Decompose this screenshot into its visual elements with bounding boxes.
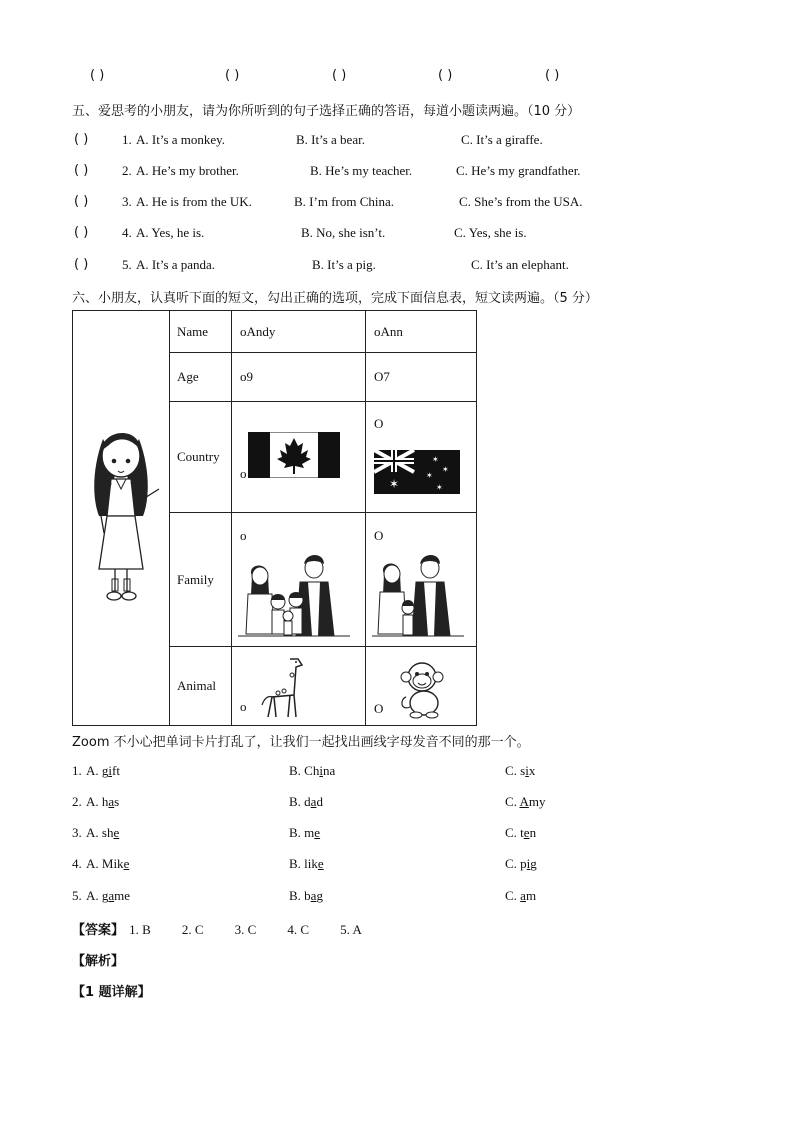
item-number: 1. (72, 763, 82, 778)
option-b: B. It’s a bear. (296, 132, 365, 147)
animal-option-monkey[interactable] (366, 646, 477, 725)
svg-text:✶: ✶ (389, 477, 400, 492)
option-c: C. It’s an elephant. (471, 257, 569, 272)
option-b: B. It’s a pig. (312, 257, 376, 272)
detail-label: 【1 题详解】 (72, 985, 151, 1000)
answer-bracket: ( ) (225, 68, 240, 83)
answer-bracket: ( ) (545, 68, 560, 83)
country-option-canada[interactable] (232, 402, 366, 513)
question-bracket: ( ) (74, 194, 89, 209)
option-b: B. No, she isn’t. (301, 225, 386, 240)
analysis-label: 【解析】 (72, 954, 125, 969)
question-bracket: ( ) (74, 257, 89, 272)
question-number: 4. (122, 225, 132, 240)
country-option-australia[interactable] (366, 402, 477, 513)
giraffe-image (254, 655, 316, 719)
section-six-title: 六、小朋友，认真听下面的短文，勾出正确的选项，完成下面信息表，短文读两遍。（5 分） (72, 291, 598, 306)
option-a: A. He is from the UK. (136, 194, 252, 209)
option-c: C. She’s from the USA. (459, 194, 583, 209)
family-of-four-image (372, 554, 464, 638)
question-bracket: ( ) (74, 225, 89, 240)
word-option-c: C. ten (505, 825, 537, 840)
answer-value: 3. C (234, 922, 257, 937)
svg-text:✶: ✶ (432, 455, 439, 465)
question-bracket: ( ) (74, 163, 89, 178)
row-label-name: Name (170, 311, 232, 353)
name-option-ann[interactable]: oAnn (366, 311, 477, 353)
radio-circle: o (240, 466, 247, 482)
word-option-a: A. gift (86, 763, 120, 778)
radio-circle: O (374, 416, 384, 432)
option-a: A. Yes, he is. (136, 225, 205, 240)
family-of-five-image (238, 554, 350, 638)
word-option-b: B. like (289, 856, 324, 871)
word-option-b: B. China (289, 763, 336, 778)
question-number: 2. (122, 163, 132, 178)
section-five-title: 五、爱思考的小朋友，请为你所听到的句子选择正确的答语，每道小题读两遍。（10 分） (72, 104, 581, 119)
option-c: C. Yes, she is. (454, 225, 527, 240)
item-number: 4. (72, 856, 82, 871)
row-label-country: Country (170, 402, 232, 513)
phonics-intro: Zoom 不小心把单词卡片打乱了，让我们一起找出画线字母发音不同的那一个。 (72, 735, 530, 750)
answer-line (72, 919, 362, 938)
word-option-a: A. she (86, 825, 120, 840)
answer-value: 5. A (340, 922, 362, 937)
question-number: 1. (122, 132, 132, 147)
family-option-four[interactable] (366, 513, 477, 646)
name-option-andy[interactable]: oAndy (232, 311, 366, 353)
canada-flag-image (248, 432, 340, 478)
option-b: B. I’m from China. (294, 194, 395, 209)
svg-text:✶: ✶ (442, 465, 449, 475)
answer-bracket: ( ) (90, 68, 105, 83)
word-option-c: C. pig (505, 856, 537, 871)
question-bracket: ( ) (74, 132, 89, 147)
option-a: A. It’s a panda. (136, 257, 216, 272)
word-option-a: A. Mike (86, 856, 130, 871)
radio-circle: O (374, 700, 384, 716)
answer-value: 2. C (181, 922, 204, 937)
australia-flag-image (374, 450, 460, 494)
answer-bracket: ( ) (332, 68, 347, 83)
girl-illustration (73, 311, 169, 721)
row-label-family: Family (170, 513, 232, 646)
option-c: C. He’s my grandfather. (456, 163, 581, 178)
answer-bracket: ( ) (438, 68, 453, 83)
word-option-c: C. six (505, 763, 536, 778)
answer-value: 1. B (129, 922, 151, 937)
word-option-a: A. game (86, 888, 131, 903)
question-number: 3. (122, 194, 132, 209)
age-option-9[interactable]: o9 (232, 353, 366, 402)
svg-text:✶: ✶ (436, 483, 443, 493)
question-number: 5. (122, 257, 132, 272)
word-option-c: C. am (505, 888, 537, 903)
svg-text:✶: ✶ (426, 471, 433, 481)
option-a: A. He’s my brother. (136, 163, 239, 178)
item-number: 3. (72, 825, 82, 840)
word-option-c: C. Amy (505, 794, 546, 809)
answer-value: 4. C (287, 922, 310, 937)
radio-circle: O (374, 527, 384, 543)
radio-circle: o (240, 527, 247, 543)
row-label-age: Age (170, 353, 232, 402)
info-table (72, 310, 477, 726)
age-option-7[interactable]: O7 (366, 353, 477, 402)
word-option-a: A. has (86, 794, 120, 809)
row-label-animal: Animal (170, 646, 232, 725)
girl-illustration-cell (73, 311, 170, 726)
answer-label: 【答案】 (72, 923, 125, 938)
option-c: C. It’s a giraffe. (461, 132, 543, 147)
item-number: 5. (72, 888, 82, 903)
word-option-b: B. dad (289, 794, 323, 809)
word-option-b: B. me (289, 825, 321, 840)
option-b: B. He’s my teacher. (310, 163, 413, 178)
monkey-image (392, 657, 454, 719)
item-number: 2. (72, 794, 82, 809)
option-a: A. It’s a monkey. (136, 132, 226, 147)
word-option-b: B. bag (289, 888, 323, 903)
family-option-five[interactable] (232, 513, 366, 646)
radio-circle: o (240, 698, 247, 714)
animal-option-giraffe[interactable] (232, 646, 366, 725)
